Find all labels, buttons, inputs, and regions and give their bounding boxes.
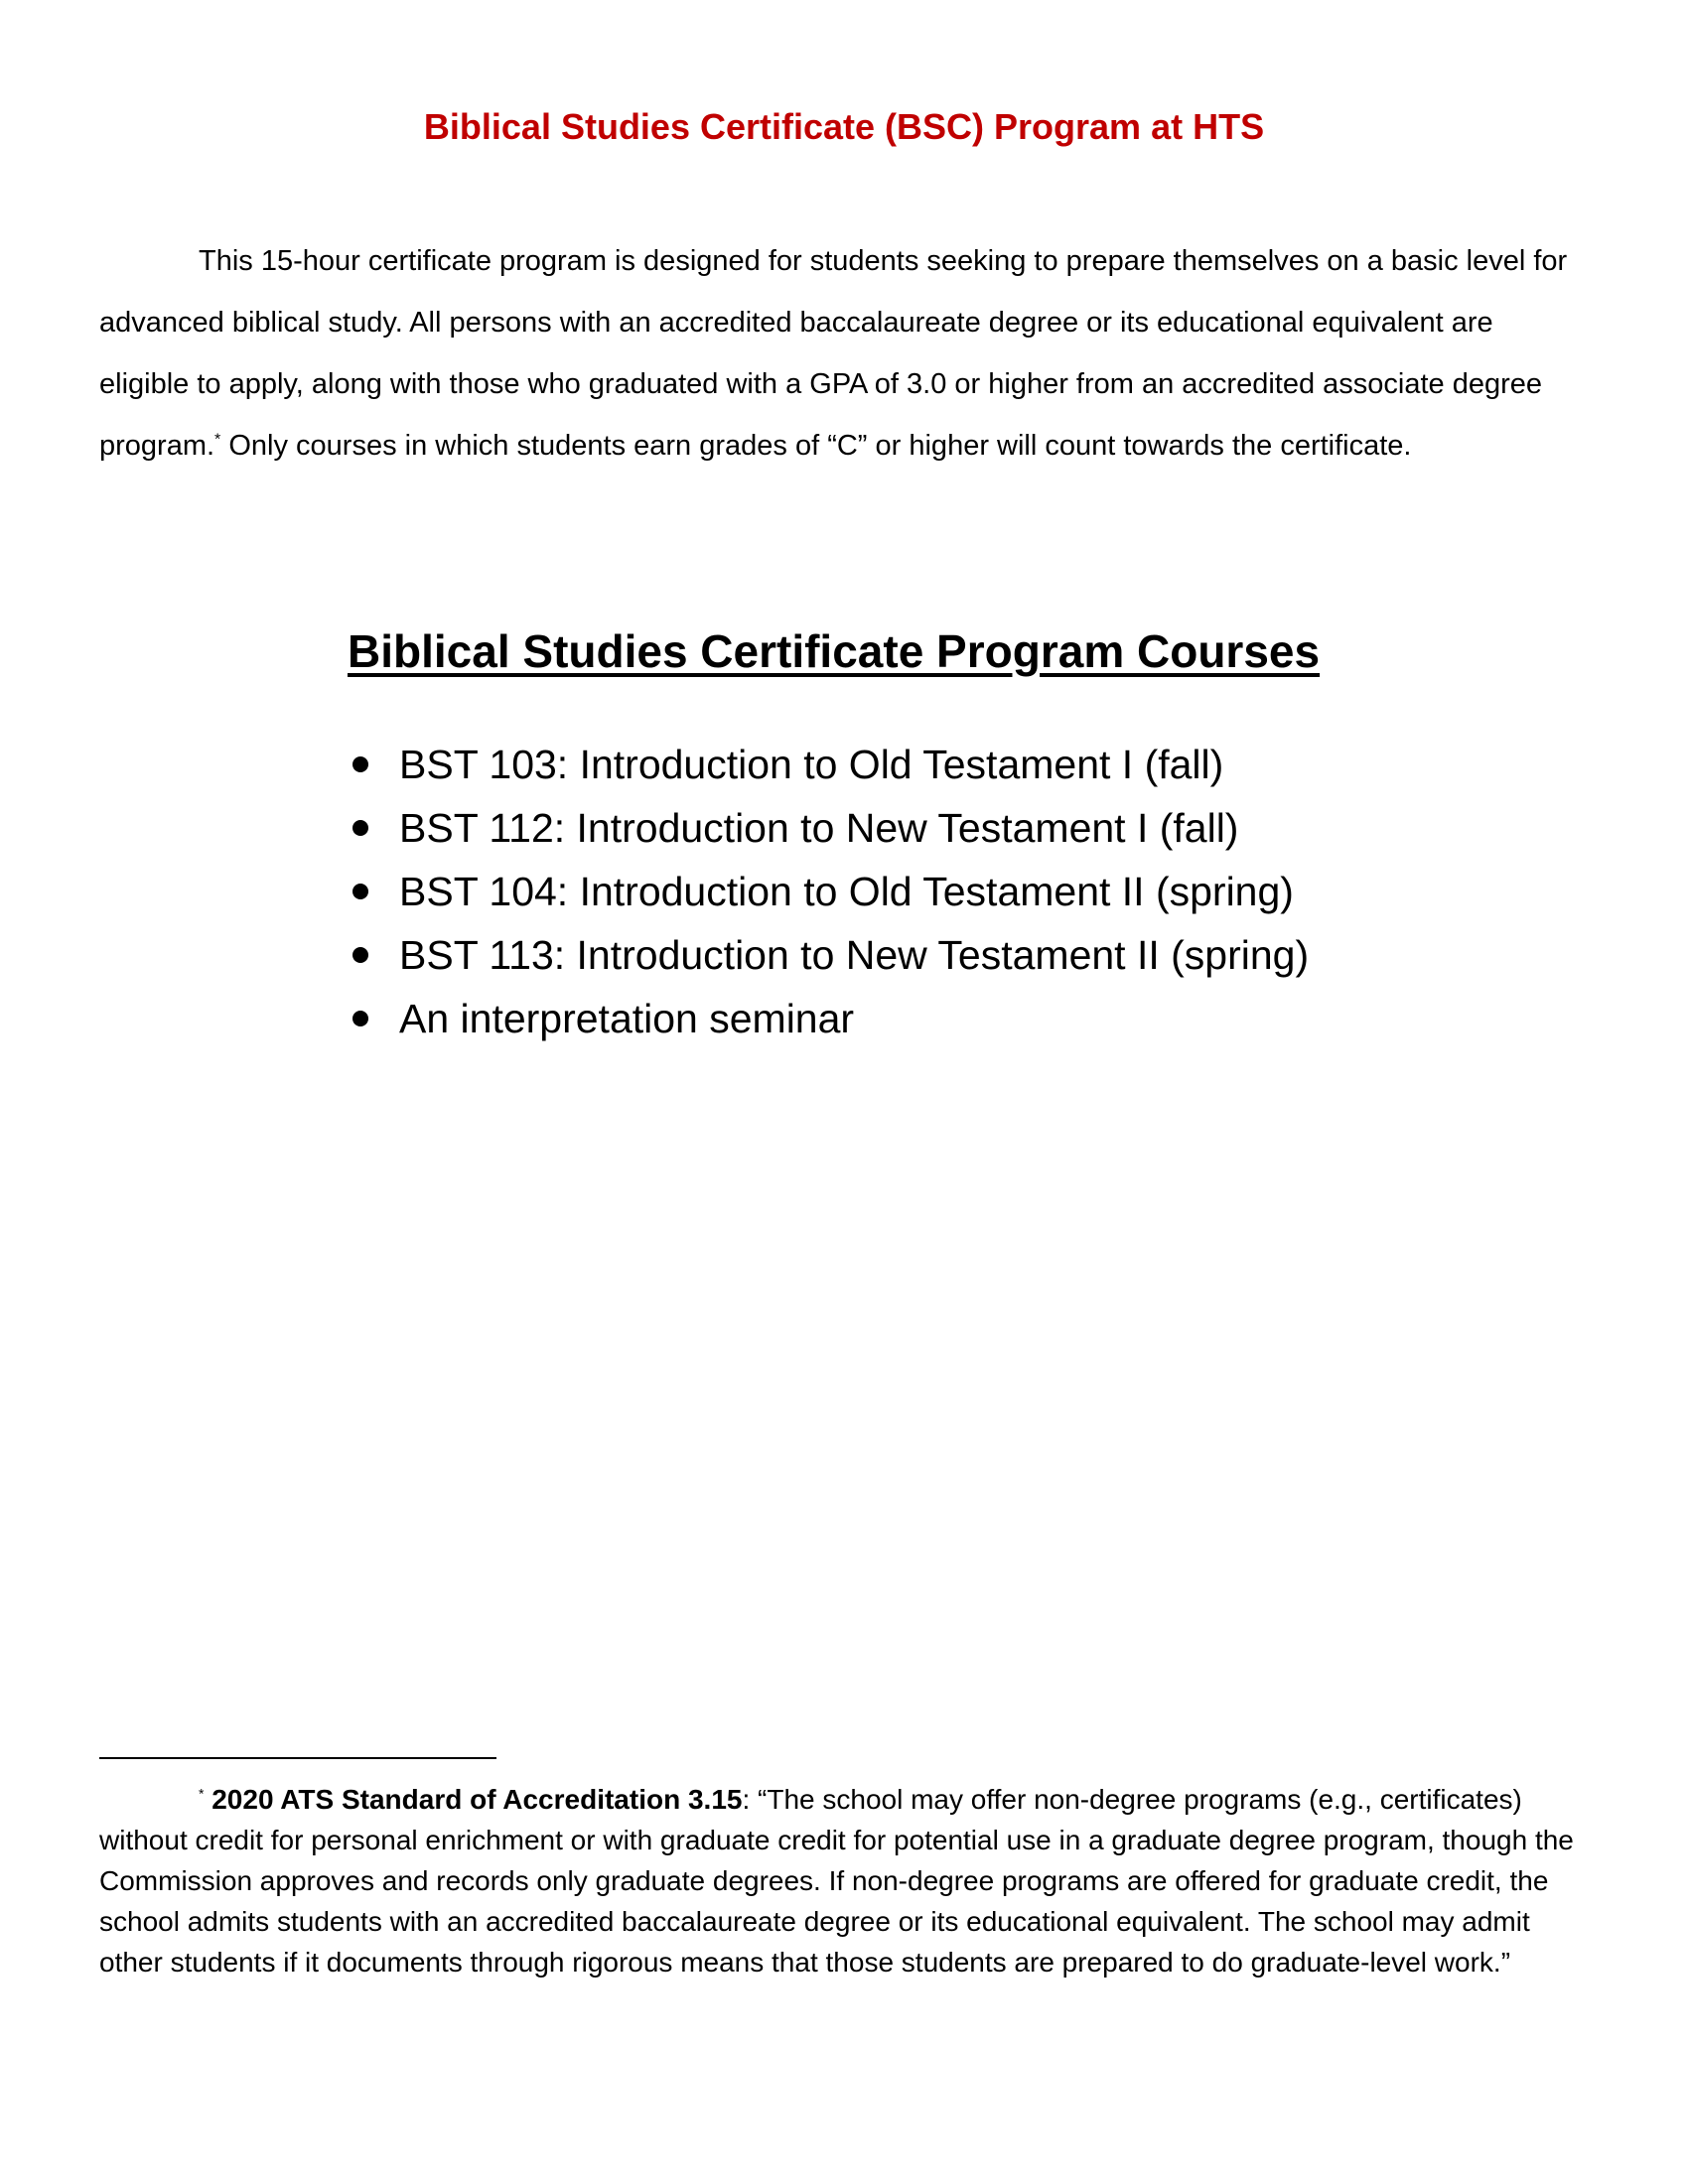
footnote [99,1779,1589,1982]
intro-text: This 15-hour certificate program is designed for students seeking to prepare themselves on a basic level for advanced biblical study. All persons with an accredited baccalaureate degree or its educational equivalent are eligible to apply, along with those who graduated with a GPA of 3.0 or higher from an accredited associate degree program. [99,245,1568,462]
course-label: BST 104: Introduction to Old Testament II (spring) [399,869,1294,914]
bullet-icon [352,884,368,899]
document-title: Biblical Studies Certificate (BSC) Program at HTS [423,106,1265,147]
bullet-icon [352,820,368,836]
footnote-separator [99,1757,496,1759]
bullet-icon [352,756,368,772]
list-item [348,987,1309,1050]
courses-heading: Biblical Studies Certificate Program Courses [348,625,1321,677]
footnote-source: 2020 ATS Standard of Accreditation 3.15 [211,1784,743,1815]
bullet-icon [352,947,368,963]
list-item [348,796,1309,860]
footnote-text: : “The school may offer non-degree programs (e.g., certificates) without credit for personal enrichment or with graduate credit for potential use in a graduate degree program, though the Commission approves and records only graduate degrees. If non-degree programs are offered for graduate credit, the school admits students with an accredited baccalaureate degree or its educational equivalent. The school may admit other students if it documents through rigorous means that those students are prepared to do graduate-level work.” [99,1784,1574,1978]
course-label: An interpretation seminar [399,996,855,1041]
footnote-reference[interactable]: * [214,431,221,449]
footnote-marker: * [199,1785,205,1802]
course-label: BST 103: Introduction to Old Testament I (fall) [399,742,1224,787]
course-label: BST 112: Introduction to New Testament I (fall) [399,805,1239,851]
intro-paragraph [99,230,1579,477]
list-item [348,860,1309,923]
course-list [348,733,1309,1050]
intro-text-continued: Only courses in which students earn grades of “C” or higher will count towards the certificate. [220,430,1412,462]
list-item [348,733,1309,796]
course-label: BST 113: Introduction to New Testament II (spring) [399,932,1310,978]
bullet-icon [352,1011,368,1026]
list-item [348,923,1309,987]
